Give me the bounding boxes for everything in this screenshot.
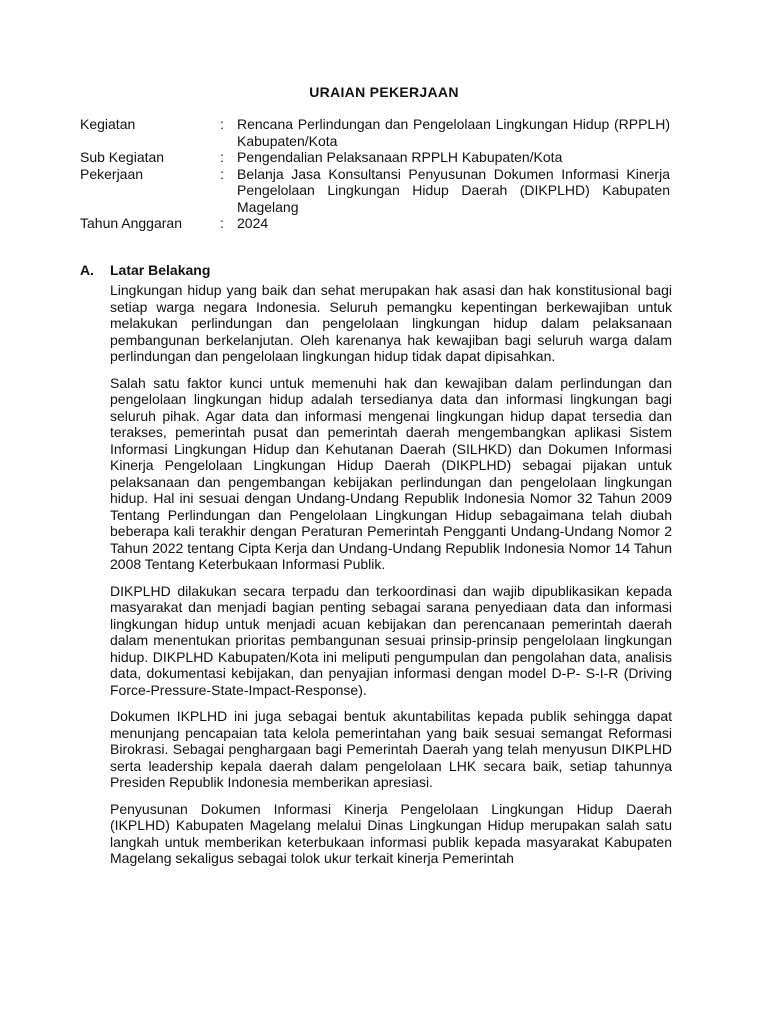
meta-colon: : [220, 116, 224, 132]
meta-row-pekerjaan [80, 166, 670, 216]
meta-value: Belanja Jasa Konsultansi Penyusunan Dokumen Informasi Kinerja Pengelolaan Lingkungan Hidup Daerah (DIKPLHD) Kabupaten Magelang [237, 165, 670, 215]
meta-row-kegiatan [80, 116, 670, 149]
section-letter: A. [80, 262, 94, 278]
meta-colon: : [220, 165, 224, 182]
paragraph: Salah satu faktor kunci untuk memenuhi hak dan kewajiban dalam perlindungan dan pengelolaan lingkungan hidup adalah tersedianya data dan informasi lingkungan bagi seluruh pihak. Agar data dan informasi mengenai lingkungan hidup dapat tersedia dan terakses, pemerintah pusat dan pemerintah daerah mengembangkan aplikasi Sistem Informasi Lingkungan Hidup dan Kehutanan Daerah (SILHKD) dan Dokumen Informasi Kinerja Pengelolaan Lingkungan Hidup Daerah (DIKPLHD) sebagai pijakan untuk pelaksanaan dan pengembangan kebijakan perlindungan dan pengelolaan lingkungan hidup. Hal ini sesuai dengan Undang-Undang Republik Indonesia Nomor 32 Tahun 2009 Tentang Perlindungan dan Pengelolaan Lingkungan Hidup sebagaimana telah diubah beberapa kali terakhir dengan Peraturan Pemerintah Pengganti Undang-Undang Nomor 2 Tahun 2022 tentang Cipta Kerja dan Undang-Undang Republik Indonesia Nomor 14 Tahun 2008 Tentang Keterbukaan Informasi Publik. [110, 374, 672, 572]
paragraph: Lingkungan hidup yang baik dan sehat merupakan hak asasi dan hak konstitusional bagi setiap warga negara Indonesia. Seluruh pemangku kepentingan berkewajiban untuk melakukan perlindungan dan pengelolaan lingkungan hidup dalam pelaksanaan pembangunan berkelanjutan. Oleh karenanya hak kewajiban bagi seluruh warga dalam perlindungan dan pengelolaan lingkungan hidup tidak dapat dipisahkan. [110, 282, 672, 364]
meta-table [80, 116, 670, 232]
meta-value: 2024 [237, 215, 269, 231]
paragraph: Dokumen IKPLHD ini juga sebagai bentuk akuntabilitas kepada publik sehingga dapat menunjang pencapaian tata kelola pemerintahan yang baik sesuai semangat Reformasi Birokrasi. Sebagai penghargaan bagi Pemerintah Daerah yang telah menyusun DIKPLHD serta leadership kepala daerah dalam pengelolaan LHK secara baik, setiap tahunnya Presiden Republik Indonesia memberikan apresiasi. [110, 708, 672, 790]
meta-label: Tahun Anggaran [80, 215, 182, 231]
section-latar-belakang [80, 262, 672, 877]
paragraph: DIKPLHD dilakukan secara terpadu dan terkoordinasi dan wajib dipublikasikan kepada masyarakat dan menjadi bagian penting sebagai sarana penyediaan data dan informasi lingkungan hidup untuk menjadi acuan kebijakan dan perencanaan pemerintah daerah dalam menentukan prioritas pembangunan sesuai prinsip-prinsip pengelolaan lingkungan hidup. DIKPLHD Kabupaten/Kota ini meliputi pengumpulan dan pengolahan data, analisis data, dokumentasi kebijakan, dan penyajian informasi dengan model D-P- S-I-R (Driving Force-Pressure-State-Impact-Response). [110, 582, 672, 698]
section-title: Latar Belakang [110, 262, 211, 278]
meta-label: Sub Kegiatan [80, 149, 165, 165]
meta-row-tahun-anggaran [80, 215, 670, 232]
meta-value: Pengendalian Pelaksanaan RPPLH Kabupaten/Kota [237, 149, 563, 165]
meta-label: Pekerjaan [80, 165, 144, 182]
meta-colon: : [220, 215, 224, 231]
section-heading [80, 262, 672, 278]
meta-value: Rencana Perlindungan dan Pengelolaan Lingkungan Hidup (RPPLH) Kabupaten/Kota [237, 116, 670, 149]
meta-label: Kegiatan [80, 116, 136, 132]
document-title: URAIAN PEKERJAAN [309, 84, 459, 100]
meta-row-sub-kegiatan [80, 149, 670, 166]
paragraph: Penyusunan Dokumen Informasi Kinerja Pengelolaan Lingkungan Hidup Daerah (IKPLHD) Kabupaten Magelang melalui Dinas Lingkungan Hidup merupakan salah satu langkah untuk memberikan keterbukaan informasi publik kepada masyarakat Kabupaten Magelang sekaligus sebagai tolok ukur terkait kinerja Pemerintah [110, 800, 672, 866]
meta-colon: : [220, 149, 224, 165]
